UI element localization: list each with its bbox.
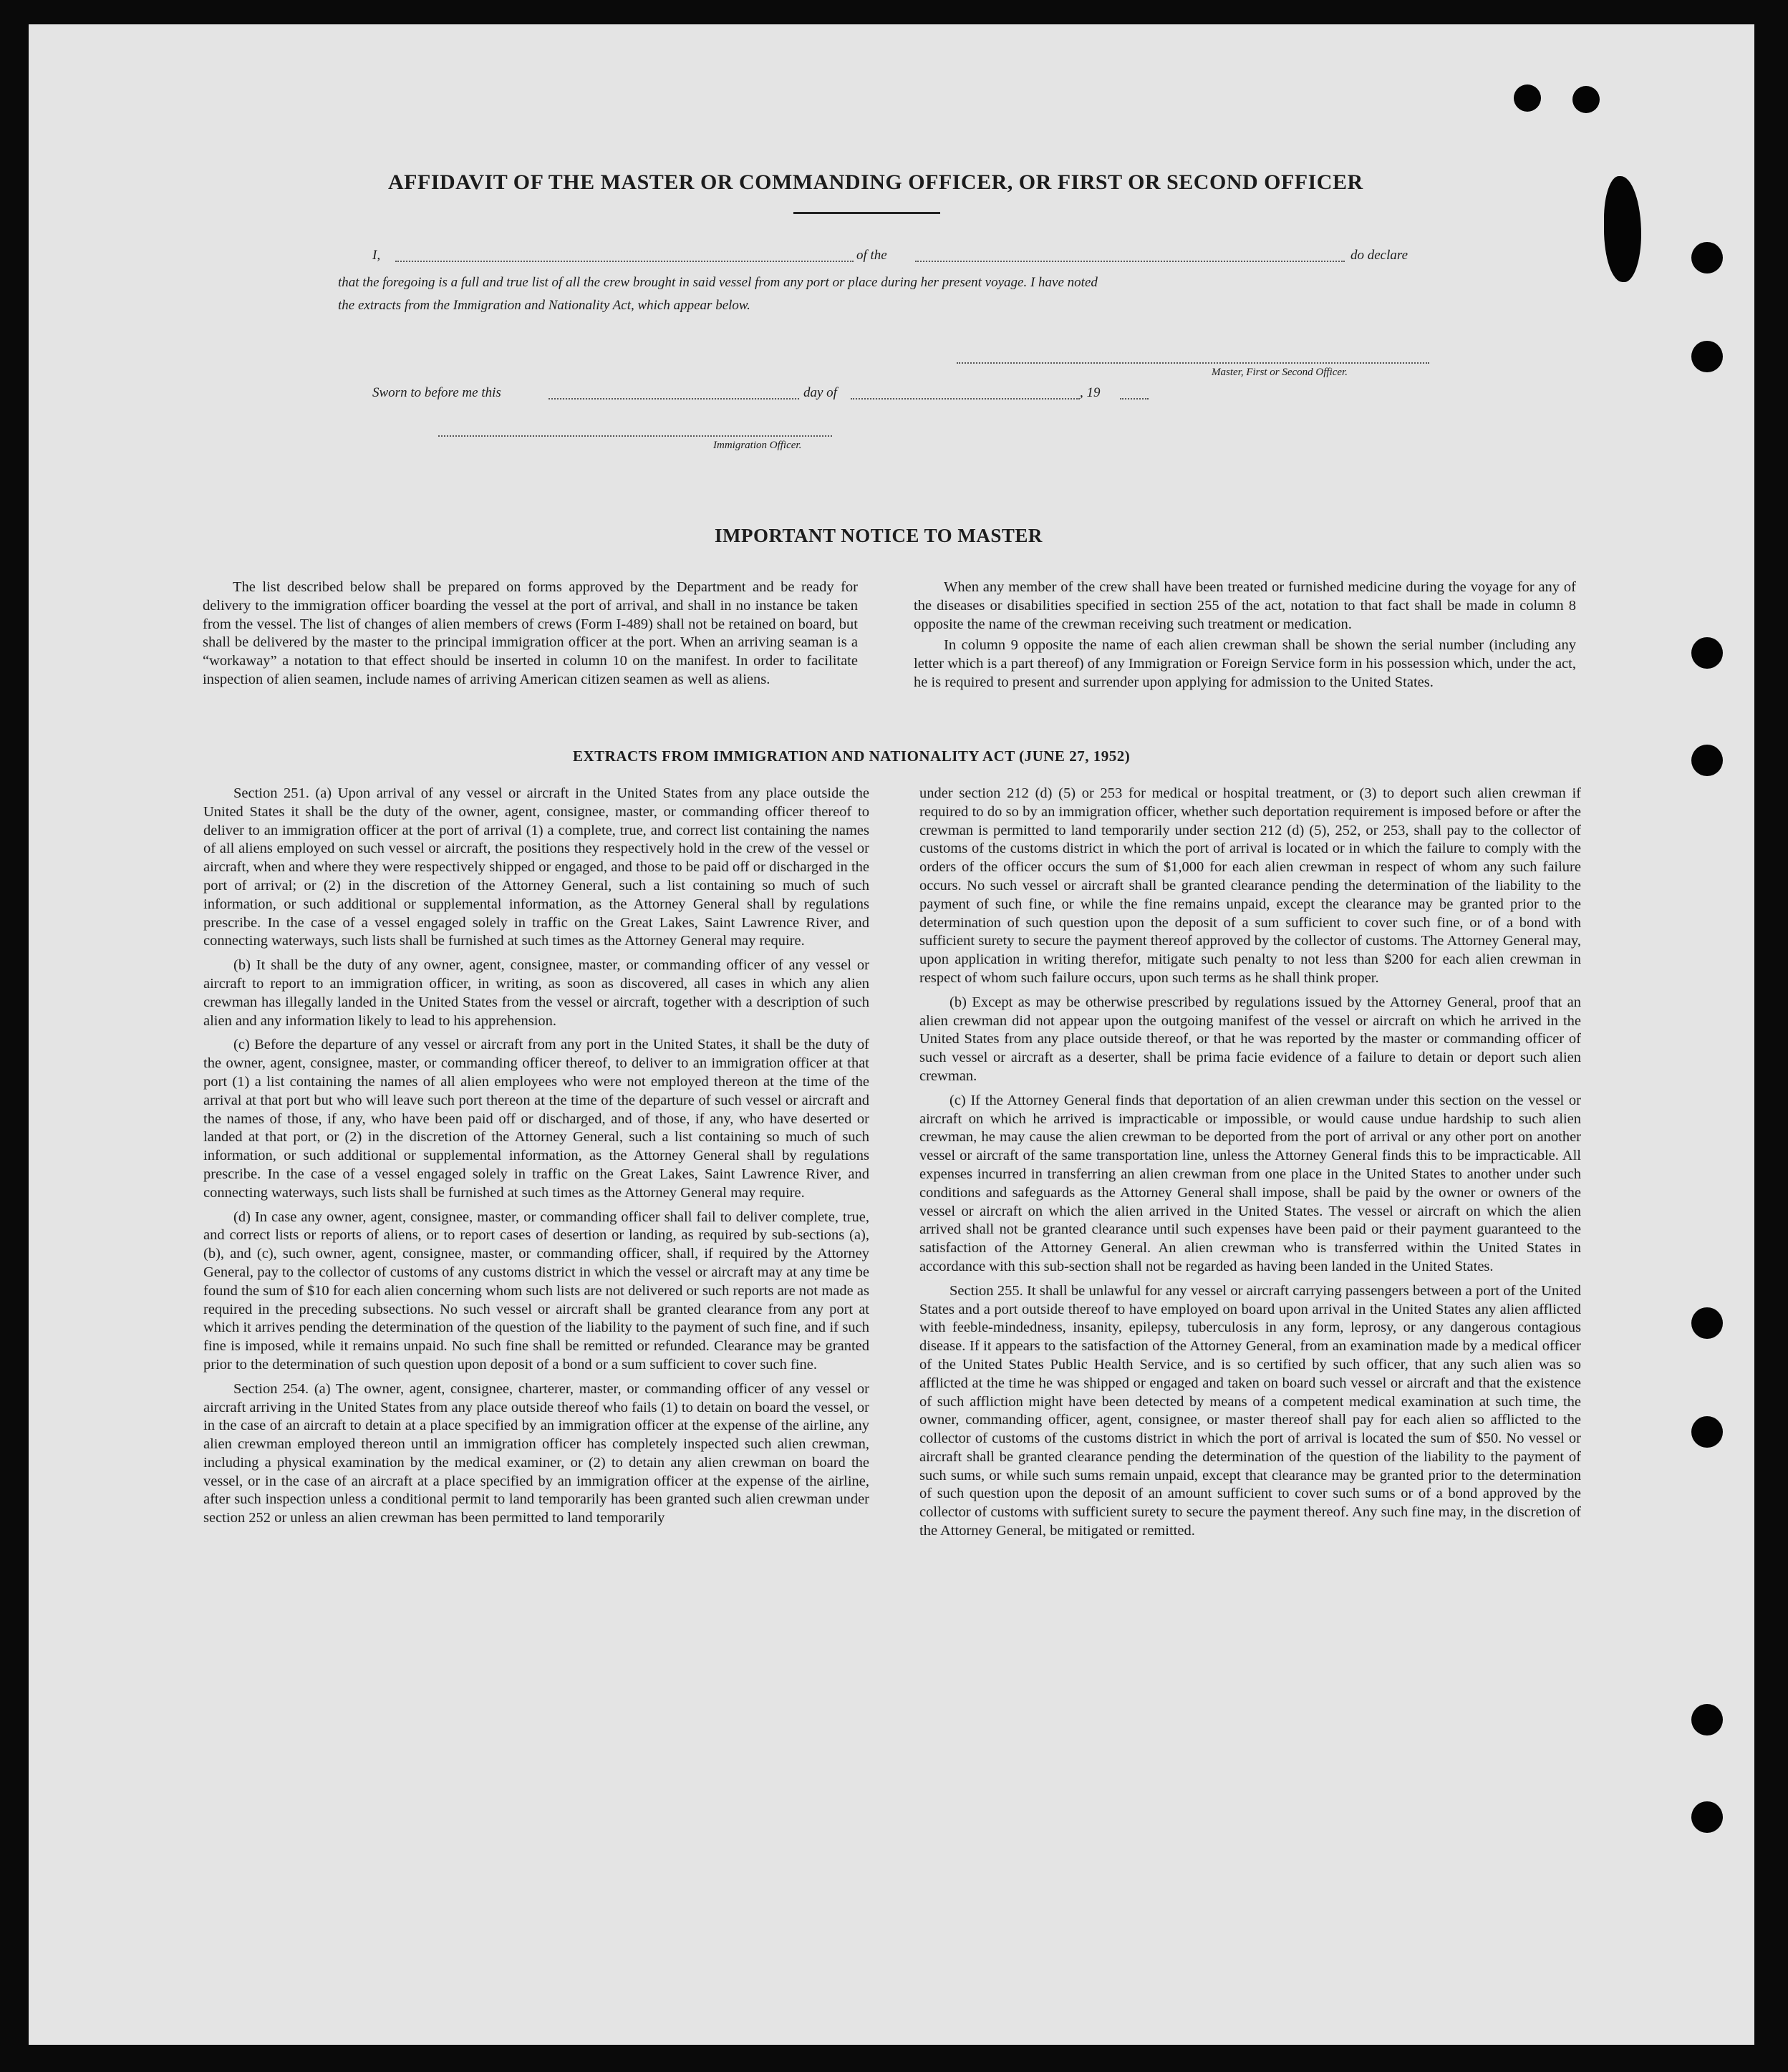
punch-hole <box>1691 637 1723 669</box>
title-underline <box>793 212 940 214</box>
sworn-label: Sworn to before me this <box>372 385 501 400</box>
punch-hole <box>1691 1704 1723 1735</box>
punch-hole <box>1572 86 1600 113</box>
declaration-line-2: the extracts from the Immigration and Nationality Act, which appear below. <box>338 298 750 313</box>
extracts-right-column <box>919 785 1581 1541</box>
day-of-label: day of <box>803 385 837 400</box>
affidavit-title: AFFIDAVIT OF THE MASTER OR COMMANDING OFFICER, OR FIRST OR SECOND OFFICER <box>388 170 1363 194</box>
master-caption: Master, First or Second Officer. <box>1212 367 1348 378</box>
extract-section-251d: (d) In case any owner, agent, consignee, master, or commanding officer shall fail to deliver complete, true, and correct lists or reports of aliens, or to report cases of desertion or landing, as required by sub-sections (a), (b), and (c), such owner, agent, consignee, master, or commanding officer, shall, if required by the Attorney General, pay to the collector of customs of any customs district in which the vessel or aircraft may at any time be found the sum of $10 for each alien concerning whom such lists are not delivered or such reports are not made as required in the preceding subsections. No such vessel or aircraft shall be granted clearance from any port at which it arrives pending the determination of the question of the liability to the payment of such fine, and if such fine is imposed, while it remains unpaid. No such fine shall be remitted or refunded. Clearance may be granted prior to the determination of such question upon deposit of a bond or a sum sufficient to cover such fine. <box>203 1209 869 1373</box>
sworn-day-blank <box>549 398 799 400</box>
extract-section-255: Section 255. It shall be unlawful for any vessel or aircraft carrying passengers between a port of the United States and a port outside thereof to have employed on board upon arrival in the United States any alien afflicted with feeble-mindedness, insanity, epilepsy, tuberculosis in any form, leprosy, or any dangerous contagious disease. If it appears to the satisfaction of the Attorney General, from an examination made by a medical officer of the United States Public Health Service, and is so certified by such officer, that any such alien was so afflicted at the time he was shipped or engaged and taken on board such vessel or aircraft and that the existence of such affliction might have been detected by means of a competent medical examination at such time, the owner, commanding officer, agent, consignee, or master thereof shall pay for each alien so afflicted to the collector of customs of the customs district in which the port of arrival is located the sum of $50. No vessel or aircraft shall be granted clearance pending the determination of the question of the liability to the payment of such sums, or while such sums remain unpaid, except that clearance may be granted prior to the determination of such question upon the deposit of an amount sufficient to cover such sums or of a bond approved by the collector of customs with sufficient surety to secure the payment thereof. Any such fine may, in the discretion of the Attorney General, be mitigated or remitted. <box>919 1282 1581 1539</box>
extracts-left-column <box>203 785 869 1528</box>
punch-hole <box>1691 1416 1723 1448</box>
extract-section-254a: Section 254. (a) The owner, agent, consignee, charterer, master, or commanding officer of any vessel or aircraft arriving in the United States from any place outside thereof who fails (1) to detain on board the vessel, or in the case of an aircraft to detain at a place specified by an immigration officer at the expense of the airline, any alien crewman employed thereon until an immigration officer has completely inspected such alien crewman, including a physical examination by the medical examiner, or (2) to detain any alien crewman on board the vessel, or in the case of an aircraft at a place specified by an immigration officer at the expense of the airline, after such inspection unless a conditional permit to land temporarily has been granted such alien crewman under section 252 or unless an alien crewman has been permitted to land temporarily <box>203 1380 869 1526</box>
punch-hole <box>1691 242 1723 273</box>
notice-right-column <box>914 578 1576 692</box>
do-declare-label: do declare <box>1350 248 1408 263</box>
punch-hole <box>1691 1801 1723 1833</box>
i-label: I, <box>372 248 381 263</box>
notice-left-paragraph <box>203 578 858 689</box>
notice-title: IMPORTANT NOTICE TO MASTER <box>715 525 1043 546</box>
extract-section-251c: (c) Before the departure of any vessel or aircraft from any port in the United States, it shall be the duty of the owner, agent, consignee, master, or commanding officer thereof, to deliver to an immigration officer at that port (1) a list containing the names of all alien employees who were not employed thereon at the time of the arrival at that port but who will leave such port thereon at the time of the departure of such vessel or aircraft and the names of those, if any, who have been paid off or discharged, and of those, if any, who have deserted or landed at that port, or (2) in the discretion of the Attorney General, such a list containing so much of such information, or such additional or supplemental information, as the Attorney General shall by regulations prescribe. In the case of a vessel engaged solely in traffic on the Great Lakes, Saint Lawrence River, and connecting waterways, such lists shall be furnished at such times as the Attorney General may require. <box>203 1037 869 1201</box>
extract-section-251a: Section 251. (a) Upon arrival of any vessel or aircraft in the United States from any place outside the United States it shall be the duty of the owner, agent, consignee, master, or commanding officer thereof to deliver to an immigration officer at the port of arrival (1) a complete, true, and correct list containing the names of all aliens employed on such vessel or aircraft, the positions they respectively hold in the crew of the vessel or aircraft, when and where they were respectively shipped or engaged, and those to be paid off or discharged in the port of arrival; or (2) in the discretion of the Attorney General, such a list containing so much of such information, or such additional or supplemental information, as the Attorney General shall by regulations prescribe. In the case of a vessel engaged solely in traffic on the Great Lakes, Saint Lawrence River, and connecting waterways, such lists shall be furnished at such times as the Attorney General may require. <box>203 785 869 949</box>
extract-section-254a-cont: under section 212 (d) (5) or 253 for medical or hospital treatment, or (3) to deport such alien crewman if required to do so by an immigration officer, whether such deportation requirement is imposed before or after the crewman is permitted to land temporarily under section 212 (d) (5), 252, or 253, shall pay to the collector of customs of the customs district in which the port of arrival is located or in which the failure to comply with the orders of the officer occurs the sum of $1,000 for each alien crewman in respect of whom any such failure occurs. No such vessel or aircraft shall be granted clearance pending the determination of the liability to the payment of such fine, or while the fine remains unpaid, except the clearance may be granted prior to the determination of such question upon the deposit of a sum sufficient to cover such fine, or of a bond with sufficient surety to secure the payment thereof approved by the collector of customs. The Attorney General may, upon application in writing therefor, mitigate such penalty to not less than $200 for each alien crewman in respect of whom such failure occurs, upon such terms as he shall think proper. <box>919 785 1581 986</box>
notice-left-text: The list described below shall be prepared on forms approved by the Department and be ready for delivery to the immigration officer boarding the vessel at the port of arrival, and shall in no instance be taken from the vessel. The list of changes of alien members of crews (Form I-489) shall not be retained on board, but shall be delivered by the master to the principal immigration officer at the port. When an arriving seaman is a “workaway” a notation to that effect should be inserted in column 10 on the manifest. In order to facilitate inspection of alien seamen, include names of arriving American citizen seamen as well as aliens. <box>203 579 858 687</box>
year-label: , 19 <box>1080 385 1101 400</box>
notice-right-text-1: When any member of the crew shall have been treated or furnished medicine during the voyage for any of the diseases or disabilities specified in section 255 of the act, notation to that fact shall be made in column 8 opposite the name of the crewman receiving such treatment or medication. <box>914 579 1576 632</box>
punch-hole <box>1514 84 1541 112</box>
master-signature-line <box>957 362 1429 364</box>
of-the-label: of the <box>856 248 887 263</box>
extract-section-254c: (c) If the Attorney General finds that deportation of an alien crewman under this section on the vessel or aircraft on which he arrived is impracticable or impossible, or would cause undue hardship to such alien crewman, he may cause the alien crewman to be deported from the port of arrival or any other port on another vessel or aircraft of the same transportation line, unless the Attorney General finds this to be impracticable. All expenses incurred in transferring an alien crewman from one place in the United States to another under such conditions and safeguards as the Attorney General shall impose, shall be paid by the owner or owners of the vessel or aircraft on which the alien arrived in the United States. The vessel or aircraft on which the alien arrived shall not be granted clearance until such expenses have been paid or their payment guaranteed to the satisfaction of the Attorney General. An alien crewman who is transferred within the United States in accordance with this sub-section shall not be regarded as having been landed in the United States. <box>919 1092 1581 1274</box>
sworn-month-blank <box>851 398 1080 400</box>
punch-hole <box>1691 745 1723 776</box>
declaration-line-1: that the foregoing is a full and true list of all the crew brought in said vessel from any port or place during her present voyage. I have noted <box>338 275 1098 290</box>
punch-hole <box>1691 1307 1723 1339</box>
officer-signature-line <box>438 435 832 437</box>
notice-right-text-2: In column 9 opposite the name of each alien crewman shall be shown the serial number (including any letter which is a part thereof) of any Immigration or Foreign Service form in his possession which, under the act, he is required to present and surrender upon applying for admission to the United States. <box>914 637 1576 690</box>
extract-section-254b: (b) Except as may be otherwise prescribed by regulations issued by the Attorney General, proof that an alien crewman did not appear upon the outgoing manifest of the vessel or aircraft on which he arrived in the United States from any place outside thereof, or that he was reported by the master or commanding officer of such vessel or aircraft as a deserter, shall be prima facie evidence of a failure to detain or deport such alien crewman. <box>919 994 1581 1084</box>
punch-hole <box>1691 341 1723 372</box>
year-blank <box>1120 398 1149 400</box>
extracts-title: EXTRACTS FROM IMMIGRATION AND NATIONALITY ACT (JUNE 27, 1952) <box>573 747 1131 765</box>
name-blank <box>395 261 854 262</box>
extract-section-251b: (b) It shall be the duty of any owner, agent, consignee, master, or commanding officer of any vessel or aircraft to report to an immigration officer, in writing, as soon as discovered, all cases in which any alien crewman has illegally landed in the United States from the vessel or aircraft, together with a description of such alien and any information likely to lead to his apprehension. <box>203 957 869 1029</box>
officer-caption: Immigration Officer. <box>713 440 802 451</box>
vessel-blank <box>915 261 1345 262</box>
